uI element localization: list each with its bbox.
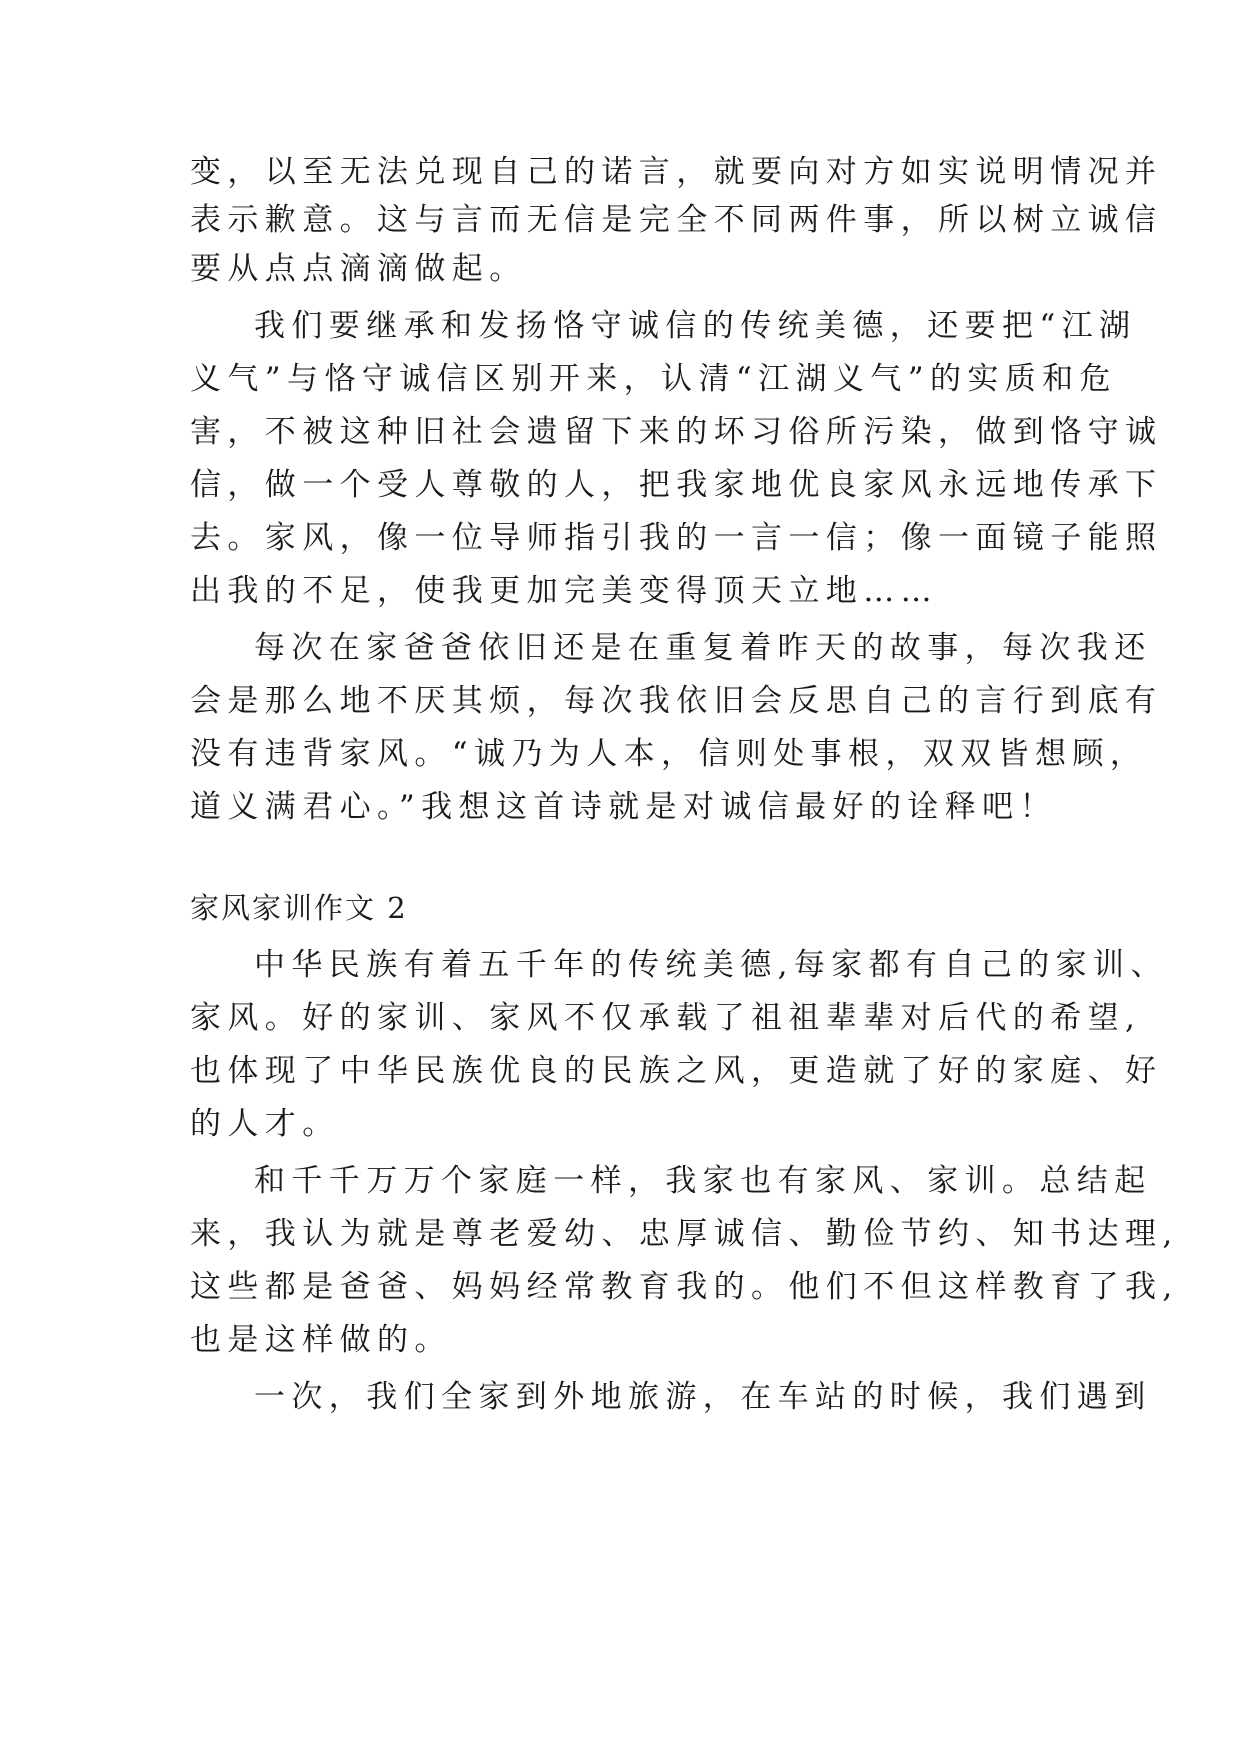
paragraph-line: 一次，我们全家到外地旅游，在车站的时候，我们遇到 — [254, 1379, 1152, 1415]
paragraph-line: 也体现了中华民族优良的民族之风，更造就了好的家庭、好 — [190, 1053, 1163, 1089]
paragraph-line: 会是那么地不厌其烦，每次我依旧会反思自己的言行到底有 — [190, 683, 1163, 719]
paragraph-line: 道义满君心。”我想这首诗就是对诚信最好的诠释吧！ — [190, 789, 1057, 825]
paragraph-line: 也是这样做的。 — [190, 1322, 452, 1358]
paragraph-line: 表示歉意。这与言而无信是完全不同两件事，所以树立诚信 — [190, 202, 1163, 238]
paragraph-line: 来，我认为就是尊老爱幼、忠厚诚信、勤俭节约、知书达理, — [190, 1216, 1179, 1252]
paragraph-line: 变，以至无法兑现自己的诺言，就要向对方如实说明情况并 — [190, 154, 1163, 190]
paragraph-line: 我们要继承和发扬恪守诚信的传统美德，还要把“江湖 — [254, 308, 1137, 344]
paragraph-line: 每次在家爸爸依旧还是在重复着昨天的故事，每次我还 — [254, 630, 1152, 666]
paragraph-line: 和千千万万个家庭一样，我家也有家风、家训。总结起 — [254, 1163, 1152, 1199]
paragraph-line: 要从点点滴滴做起。 — [190, 251, 527, 287]
paragraph-line: 义气”与恪守诚信区别开来，认清“江湖义气”的实质和危 — [190, 361, 1117, 397]
paragraph-line: 害，不被这种旧社会遗留下来的坏习俗所污染，做到恪守诚 — [190, 414, 1163, 450]
paragraph-line: 信，做一个受人尊敬的人，把我家地优良家风永远地传承下 — [190, 467, 1163, 503]
paragraph-line: 这些都是爸爸、妈妈经常教育我的。他们不但这样教育了我, — [190, 1269, 1179, 1305]
paragraph-line: 家风。好的家训、家风不仅承载了祖祖辈辈对后代的希望, — [190, 1000, 1142, 1036]
paragraph-line: 出我的不足，使我更加完美变得顶天立地…… — [190, 573, 938, 609]
paragraph-line: 没有违背家风。“诚乃为人本，信则处事根，双双皆想顾， — [190, 736, 1148, 772]
paragraph-line: 的人才。 — [190, 1106, 340, 1142]
paragraph-line: 中华民族有着五千年的传统美德,每家都有自己的家训、 — [254, 947, 1168, 983]
paragraph-line: 去。家风，像一位导师指引我的一言一信；像一面镜子能照 — [190, 520, 1163, 556]
section-heading: 家风家训作文 2 — [190, 891, 408, 925]
